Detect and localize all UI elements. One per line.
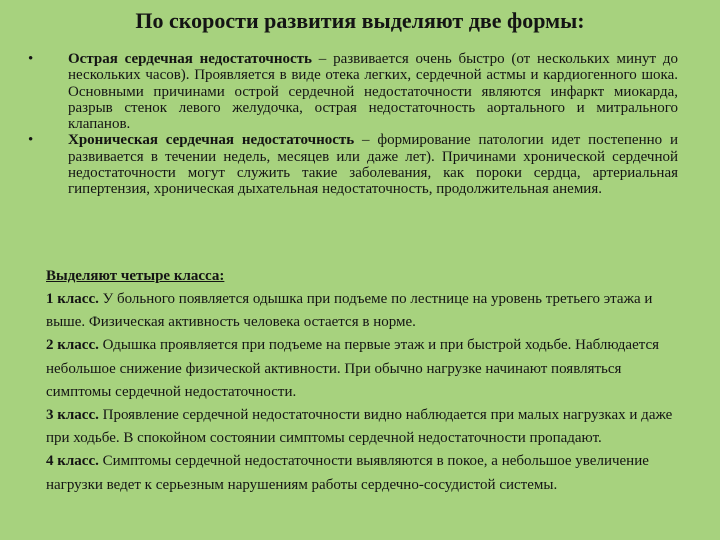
list-item-text [68,132,678,197]
description-chronic: – формирование патологии идет постепенно и развивается в течении недель, месяцев или даже лет). Причинами хронической сердечной недостаточности могут служить такие заболевания, как пороки сердца, артериальная гипертензия, хроническая дыхательная недостаточность, продолжительная анемия. [68,132,678,198]
list-item-acute [28,51,678,132]
description-acute: – развивается очень быстро (от нескольких минут до нескольких часов). Проявляется в виде отека легких, сердечной астмы и кардиогенного шока. Основными причинами острой сердечной недостаточности являются инфаркт миокарда, разрыв стенок левого желудочка, острая недостаточность аортального и митрального клапанов. [68,51,679,133]
class-4 [46,450,686,496]
forms-list [28,51,678,198]
classes-heading: Выделяют четыре класса: [46,268,225,284]
bullet-icon: • [28,132,34,149]
class-description: Симптомы сердечной недостаточности выявляются в покое, а небольшое увеличение нагрузки ведет к серьезным нарушениям работы сердечно-сосудистой системы. [46,453,649,493]
class-label: 2 класс. [46,337,99,354]
slide-title: По скорости развития выделяют две формы: [135,8,585,33]
class-label: 4 класс. [46,453,99,470]
term-chronic: Хроническая сердечная недостаточность [68,132,355,149]
term-acute: Острая сердечная недостаточность [68,51,312,67]
class-label: 3 класс. [46,407,99,424]
class-1 [46,288,686,334]
list-item-text [68,51,678,132]
class-2 [46,334,686,404]
class-description: У больного появляется одышка при подъеме по лестнице на уровень третьего этажа и выше. Физическая активность человека остается в норме. [46,291,653,331]
class-description: Проявление сердечной недостаточности видно наблюдается при малых нагрузках и даже при ходьбе. В спокойном состоянии симптомы сердечной недостаточности пропадают. [46,407,673,447]
classes-section [46,265,686,497]
class-label: 1 класс. [46,291,99,307]
bullet-icon: • [28,51,34,67]
class-3 [46,404,686,450]
class-description: Одышка проявляется при подъеме на первые этаж и при быстрой ходьбе. Наблюдается небольшое снижение физической активности. При обычно нагрузке начинают появляться симптомы сердечной недостаточности. [46,337,660,400]
list-item-chronic [28,132,678,197]
